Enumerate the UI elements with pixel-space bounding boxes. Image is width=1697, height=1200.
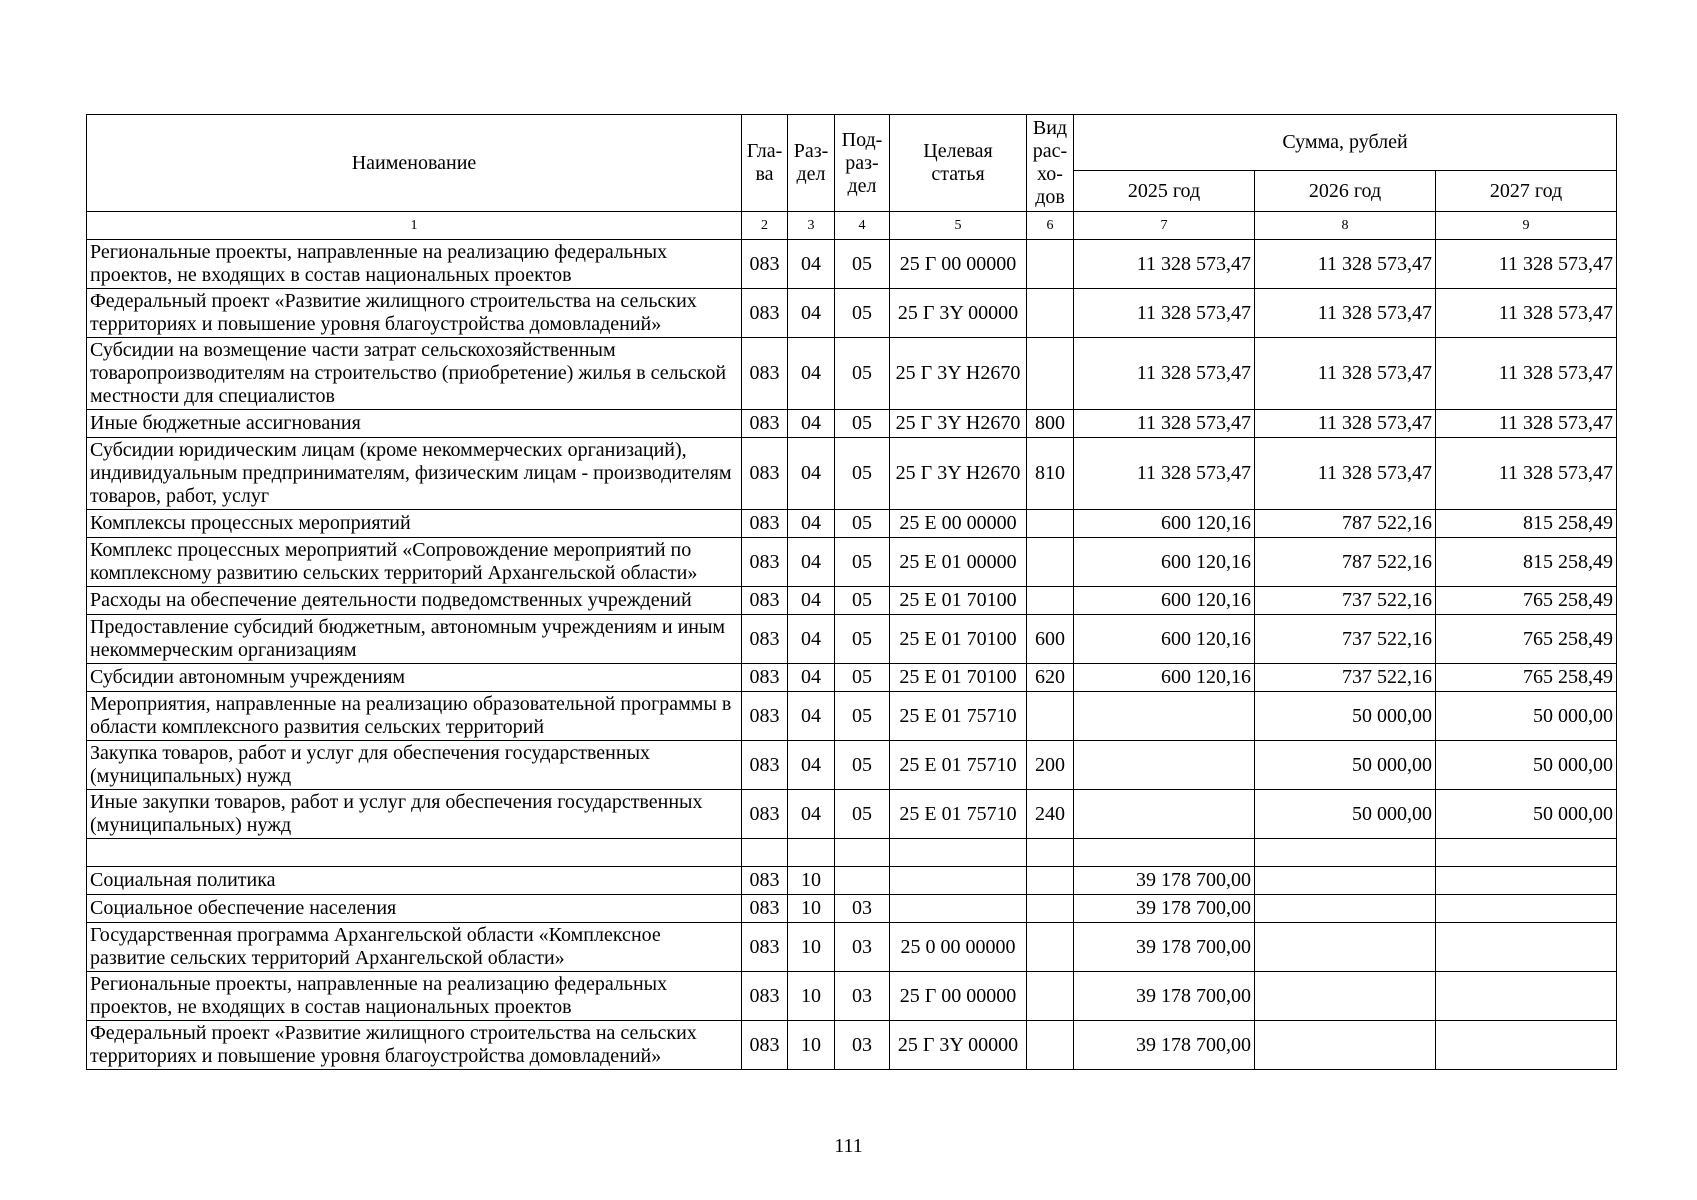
table-row	[87, 972, 1617, 1021]
row-razdel: 04	[788, 615, 835, 664]
row-target-article: 25 Г 00 00000	[890, 240, 1027, 289]
table-header	[87, 115, 1617, 240]
row-target-article: 25 Г 00 00000	[890, 972, 1027, 1021]
header-row	[87, 115, 1617, 171]
row-sum-2025: 11 328 573,47	[1074, 240, 1255, 289]
row-target-article: 25 Е 01 75710	[890, 790, 1027, 839]
header-target-article: Целевая статья	[890, 115, 1027, 212]
row-glava	[742, 839, 788, 867]
row-sum-2026: 11 328 573,47	[1255, 289, 1436, 338]
row-expense-type	[1027, 338, 1074, 410]
row-podrazdel: 05	[835, 741, 890, 790]
row-sum-2026: 787 522,16	[1255, 538, 1436, 587]
row-name: Иные бюджетные ассигнования	[87, 410, 742, 438]
row-sum-2027: 765 258,49	[1436, 615, 1617, 664]
row-sum-2025: 600 120,16	[1074, 615, 1255, 664]
row-sum-2027: 50 000,00	[1436, 790, 1617, 839]
row-sum-2027	[1436, 867, 1617, 895]
row-expense-type: 240	[1027, 790, 1074, 839]
row-podrazdel: 05	[835, 510, 890, 538]
row-sum-2026: 11 328 573,47	[1255, 410, 1436, 438]
row-sum-2027: 11 328 573,47	[1436, 289, 1617, 338]
row-glava: 083	[742, 289, 788, 338]
row-razdel: 04	[788, 240, 835, 289]
row-razdel: 04	[788, 438, 835, 510]
row-sum-2026	[1255, 1021, 1436, 1070]
row-sum-2025: 600 120,16	[1074, 510, 1255, 538]
row-podrazdel: 05	[835, 587, 890, 615]
header-year-2026: 2026 год	[1255, 171, 1436, 212]
row-target-article: 25 Е 01 75710	[890, 692, 1027, 741]
column-number: 8	[1255, 212, 1436, 240]
row-razdel: 04	[788, 289, 835, 338]
row-sum-2027: 11 328 573,47	[1436, 338, 1617, 410]
row-sum-2025: 11 328 573,47	[1074, 438, 1255, 510]
row-name	[87, 839, 742, 867]
table-row	[87, 289, 1617, 338]
row-razdel: 10	[788, 895, 835, 923]
header-sum: Сумма, рублей	[1074, 115, 1617, 171]
header-glava: Гла- ва	[742, 115, 788, 212]
row-sum-2026: 737 522,16	[1255, 587, 1436, 615]
row-sum-2027: 815 258,49	[1436, 538, 1617, 587]
row-sum-2027	[1436, 972, 1617, 1021]
table-row	[87, 923, 1617, 972]
budget-table	[86, 114, 1617, 1070]
table-row	[87, 1021, 1617, 1070]
row-sum-2025: 11 328 573,47	[1074, 338, 1255, 410]
table-row	[87, 867, 1617, 895]
row-sum-2026: 50 000,00	[1255, 692, 1436, 741]
row-glava: 083	[742, 1021, 788, 1070]
row-target-article: 25 Е 01 70100	[890, 587, 1027, 615]
row-name: Иные закупки товаров, работ и услуг для обеспечения государственных (муниципальных) нужд	[87, 790, 742, 839]
table-row	[87, 438, 1617, 510]
table-row	[87, 741, 1617, 790]
row-name: Комплексы процессных мероприятий	[87, 510, 742, 538]
row-sum-2027	[1436, 839, 1617, 867]
row-name: Комплекс процессных мероприятий «Сопровождение мероприятий по комплексному развитию сельских территорий Архангельской области»	[87, 538, 742, 587]
row-sum-2026: 737 522,16	[1255, 615, 1436, 664]
column-number: 1	[87, 212, 742, 240]
row-name: Субсидии на возмещение части затрат сельскохозяйственным товаропроизводителям на строительство (приобретение) жилья в сельской местности для специалистов	[87, 338, 742, 410]
table-row	[87, 895, 1617, 923]
row-podrazdel	[835, 867, 890, 895]
row-razdel: 04	[788, 790, 835, 839]
header-razdel: Раз- дел	[788, 115, 835, 212]
row-glava: 083	[742, 664, 788, 692]
row-target-article: 25 Г 3Y Н2670	[890, 410, 1027, 438]
table-row	[87, 839, 1617, 867]
row-name: Федеральный проект «Развитие жилищного строительства на сельских территориях и повышение уровня благоустройства домовладений»	[87, 1021, 742, 1070]
row-razdel: 10	[788, 1021, 835, 1070]
row-expense-type	[1027, 839, 1074, 867]
row-glava: 083	[742, 790, 788, 839]
table-row	[87, 587, 1617, 615]
row-razdel: 04	[788, 587, 835, 615]
row-sum-2027: 50 000,00	[1436, 741, 1617, 790]
row-name: Государственная программа Архангельской области «Комплексное развитие сельских территорий Архангельской области»	[87, 923, 742, 972]
row-razdel: 10	[788, 923, 835, 972]
row-podrazdel: 03	[835, 923, 890, 972]
row-razdel	[788, 839, 835, 867]
row-sum-2026: 11 328 573,47	[1255, 240, 1436, 289]
row-target-article: 25 Г 3Y Н2670	[890, 438, 1027, 510]
row-sum-2027: 11 328 573,47	[1436, 438, 1617, 510]
column-number: 5	[890, 212, 1027, 240]
row-sum-2027	[1436, 895, 1617, 923]
row-razdel: 04	[788, 538, 835, 587]
row-podrazdel: 03	[835, 1021, 890, 1070]
row-sum-2026	[1255, 839, 1436, 867]
row-podrazdel: 05	[835, 790, 890, 839]
row-podrazdel	[835, 839, 890, 867]
table-row	[87, 240, 1617, 289]
row-expense-type	[1027, 972, 1074, 1021]
page-number: 111	[834, 1135, 863, 1157]
header-name: Наименование	[87, 115, 742, 212]
row-sum-2025	[1074, 839, 1255, 867]
row-sum-2026	[1255, 895, 1436, 923]
row-expense-type	[1027, 538, 1074, 587]
row-glava: 083	[742, 538, 788, 587]
row-name: Региональные проекты, направленные на реализацию федеральных проектов, не входящих в состав национальных проектов	[87, 972, 742, 1021]
row-sum-2027: 765 258,49	[1436, 587, 1617, 615]
row-sum-2027	[1436, 1021, 1617, 1070]
row-podrazdel: 05	[835, 240, 890, 289]
row-sum-2026: 50 000,00	[1255, 741, 1436, 790]
row-expense-type: 600	[1027, 615, 1074, 664]
row-sum-2026: 50 000,00	[1255, 790, 1436, 839]
row-expense-type	[1027, 510, 1074, 538]
row-name: Региональные проекты, направленные на реализацию федеральных проектов, не входящих в состав национальных проектов	[87, 240, 742, 289]
row-glava: 083	[742, 867, 788, 895]
row-razdel: 04	[788, 410, 835, 438]
row-glava: 083	[742, 741, 788, 790]
row-expense-type	[1027, 692, 1074, 741]
row-sum-2025: 39 178 700,00	[1074, 867, 1255, 895]
row-glava: 083	[742, 438, 788, 510]
table-row	[87, 410, 1617, 438]
row-podrazdel: 05	[835, 410, 890, 438]
row-podrazdel: 03	[835, 972, 890, 1021]
column-number: 3	[788, 212, 835, 240]
table-row	[87, 538, 1617, 587]
row-sum-2025: 39 178 700,00	[1074, 895, 1255, 923]
row-sum-2026: 787 522,16	[1255, 510, 1436, 538]
row-podrazdel: 05	[835, 289, 890, 338]
row-target-article	[890, 867, 1027, 895]
row-name: Субсидии автономным учреждениям	[87, 664, 742, 692]
row-razdel: 10	[788, 867, 835, 895]
row-target-article: 25 Е 01 70100	[890, 664, 1027, 692]
column-number: 2	[742, 212, 788, 240]
column-numbers-row	[87, 212, 1617, 240]
row-glava: 083	[742, 972, 788, 1021]
column-number: 4	[835, 212, 890, 240]
row-sum-2025: 11 328 573,47	[1074, 289, 1255, 338]
row-sum-2025	[1074, 741, 1255, 790]
row-expense-type: 620	[1027, 664, 1074, 692]
row-target-article: 25 0 00 00000	[890, 923, 1027, 972]
row-expense-type	[1027, 587, 1074, 615]
row-target-article: 25 Г 3Y 00000	[890, 289, 1027, 338]
row-sum-2026: 11 328 573,47	[1255, 438, 1436, 510]
row-name: Предоставление субсидий бюджетным, автономным учреждениям и иным некоммерческим организациям	[87, 615, 742, 664]
header-year-2027: 2027 год	[1436, 171, 1617, 212]
row-expense-type: 800	[1027, 410, 1074, 438]
row-expense-type	[1027, 895, 1074, 923]
column-number: 7	[1074, 212, 1255, 240]
row-sum-2025: 600 120,16	[1074, 587, 1255, 615]
row-glava: 083	[742, 587, 788, 615]
table-row	[87, 664, 1617, 692]
row-razdel: 04	[788, 692, 835, 741]
row-podrazdel: 05	[835, 664, 890, 692]
row-podrazdel: 05	[835, 338, 890, 410]
row-name: Закупка товаров, работ и услуг для обеспечения государственных (муниципальных) нужд	[87, 741, 742, 790]
row-podrazdel: 05	[835, 438, 890, 510]
row-expense-type	[1027, 240, 1074, 289]
row-name: Мероприятия, направленные на реализацию образовательной программы в области комплексного развития сельских территорий	[87, 692, 742, 741]
header-podrazdel: Под- раз- дел	[835, 115, 890, 212]
row-expense-type: 810	[1027, 438, 1074, 510]
row-sum-2027	[1436, 923, 1617, 972]
row-name: Социальная политика	[87, 867, 742, 895]
row-glava: 083	[742, 510, 788, 538]
row-name: Субсидии юридическим лицам (кроме некоммерческих организаций), индивидуальным предпринимателям, физическим лицам - производителям товаров, работ, услуг	[87, 438, 742, 510]
row-target-article: 25 Г 3Y Н2670	[890, 338, 1027, 410]
row-sum-2026: 737 522,16	[1255, 664, 1436, 692]
row-sum-2027: 11 328 573,47	[1436, 410, 1617, 438]
row-podrazdel: 05	[835, 692, 890, 741]
row-razdel: 04	[788, 338, 835, 410]
table-row	[87, 615, 1617, 664]
row-sum-2027: 50 000,00	[1436, 692, 1617, 741]
row-expense-type	[1027, 1021, 1074, 1070]
column-number: 9	[1436, 212, 1617, 240]
row-sum-2027: 11 328 573,47	[1436, 240, 1617, 289]
table-row	[87, 692, 1617, 741]
row-sum-2026	[1255, 923, 1436, 972]
row-target-article: 25 Е 01 75710	[890, 741, 1027, 790]
row-target-article: 25 Г 3Y 00000	[890, 1021, 1027, 1070]
table-row	[87, 510, 1617, 538]
row-razdel: 04	[788, 741, 835, 790]
row-sum-2025: 39 178 700,00	[1074, 1021, 1255, 1070]
row-expense-type	[1027, 867, 1074, 895]
row-sum-2027: 765 258,49	[1436, 664, 1617, 692]
row-name: Социальное обеспечение населения	[87, 895, 742, 923]
row-podrazdel: 05	[835, 538, 890, 587]
row-sum-2025	[1074, 692, 1255, 741]
row-expense-type	[1027, 923, 1074, 972]
row-glava: 083	[742, 895, 788, 923]
row-glava: 083	[742, 692, 788, 741]
row-glava: 083	[742, 923, 788, 972]
row-razdel: 04	[788, 510, 835, 538]
row-expense-type: 200	[1027, 741, 1074, 790]
row-sum-2025: 11 328 573,47	[1074, 410, 1255, 438]
row-sum-2025: 600 120,16	[1074, 538, 1255, 587]
row-name: Расходы на обеспечение деятельности подведомственных учреждений	[87, 587, 742, 615]
row-podrazdel: 03	[835, 895, 890, 923]
row-expense-type	[1027, 289, 1074, 338]
row-glava: 083	[742, 410, 788, 438]
row-glava: 083	[742, 240, 788, 289]
row-glava: 083	[742, 615, 788, 664]
header-expense-type: Вид рас- хо- дов	[1027, 115, 1074, 212]
table-body	[87, 240, 1617, 1070]
row-sum-2026	[1255, 972, 1436, 1021]
row-sum-2025: 39 178 700,00	[1074, 923, 1255, 972]
row-sum-2026	[1255, 867, 1436, 895]
table-row	[87, 338, 1617, 410]
row-target-article: 25 Е 01 70100	[890, 615, 1027, 664]
column-number: 6	[1027, 212, 1074, 240]
row-target-article	[890, 839, 1027, 867]
row-target-article	[890, 895, 1027, 923]
row-target-article: 25 Е 01 00000	[890, 538, 1027, 587]
row-podrazdel: 05	[835, 615, 890, 664]
row-razdel: 04	[788, 664, 835, 692]
table-row	[87, 790, 1617, 839]
row-sum-2026: 11 328 573,47	[1255, 338, 1436, 410]
row-name: Федеральный проект «Развитие жилищного строительства на сельских территориях и повышение уровня благоустройства домовладений»	[87, 289, 742, 338]
row-sum-2025: 600 120,16	[1074, 664, 1255, 692]
row-razdel: 10	[788, 972, 835, 1021]
row-target-article: 25 Е 00 00000	[890, 510, 1027, 538]
row-sum-2027: 815 258,49	[1436, 510, 1617, 538]
row-glava: 083	[742, 338, 788, 410]
row-sum-2025	[1074, 790, 1255, 839]
header-year-2025: 2025 год	[1074, 171, 1255, 212]
row-sum-2025: 39 178 700,00	[1074, 972, 1255, 1021]
